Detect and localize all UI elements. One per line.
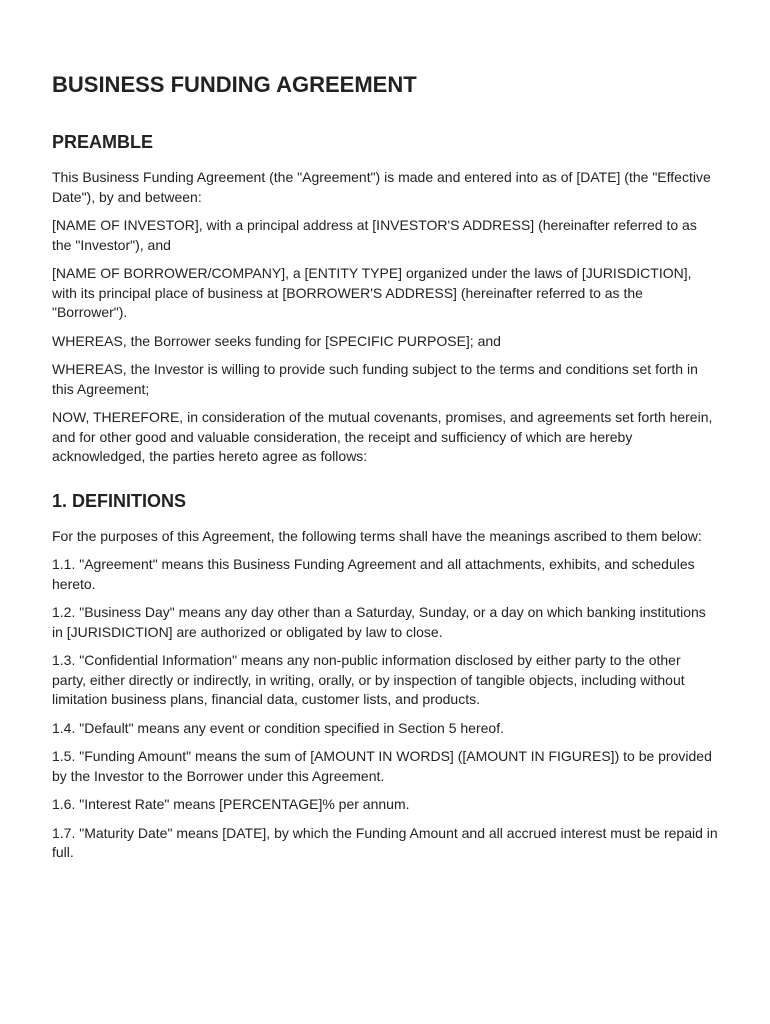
definitions-intro: For the purposes of this Agreement, the following terms shall have the meanings ascribed to them below: [52, 527, 702, 544]
definitions-section [52, 489, 718, 863]
definition-agreement: 1.1. "Agreement" means this Business Funding Agreement and all attachments, exhibits, and schedules hereto. [52, 556, 695, 592]
preamble-paragraph-whereas-borrower: WHEREAS, the Borrower seeks funding for [SPECIFIC PURPOSE]; and [52, 332, 501, 349]
preamble-paragraph-borrower: [NAME OF BORROWER/COMPANY], a [ENTITY TYPE] organized under the laws of [JURISDICTION], with its principal place of business at [BORROWER'S ADDRESS] (hereinafter referred to as the "Borrower"). [52, 265, 692, 320]
definition-maturity-date: 1.7. "Maturity Date" means [DATE], by which the Funding Amount and all accrued interest must be repaid in full. [52, 824, 718, 860]
definitions-heading: 1. DEFINITIONS [52, 490, 187, 511]
preamble-paragraph-whereas-investor: WHEREAS, the Investor is willing to provide such funding subject to the terms and conditions set forth in this Agreement; [52, 361, 698, 397]
definition-funding-amount: 1.5. "Funding Amount" means the sum of [AMOUNT IN WORDS] ([AMOUNT IN FIGURES]) to be provided by the Investor to the Borrower under this Agreement. [52, 748, 712, 784]
definition-confidential-information: 1.3. "Confidential Information" means any non-public information disclosed by either party to the other party, either directly or indirectly, in writing, orally, or by inspection of tangible objects, including without limitation business plans, financial data, customer lists, and products. [52, 652, 685, 707]
preamble-section [52, 130, 718, 467]
preamble-heading: PREAMBLE [52, 132, 154, 152]
preamble-paragraph-investor: [NAME OF INVESTOR], with a principal address at [INVESTOR'S ADDRESS] (hereinafter referred to as the "Investor"), and [52, 217, 697, 253]
definition-interest-rate: 1.6. "Interest Rate" means [PERCENTAGE]% per annum. [52, 796, 410, 812]
document-title: BUSINESS FUNDING AGREEMENT [52, 72, 417, 97]
preamble-paragraph-intro: This Business Funding Agreement (the "Agreement") is made and entered into as of [DATE] (the "Effective Date"), by and between: [52, 169, 711, 205]
definition-business-day: 1.2. "Business Day" means any day other than a Saturday, Sunday, or a day on which banking institutions in [JURISDICTION] are authorized or obligated by law to close. [52, 604, 706, 640]
preamble-paragraph-now-therefore: NOW, THEREFORE, in consideration of the mutual covenants, promises, and agreements set forth herein, and for other good and valuable consideration, the receipt and sufficiency of which are hereby acknowledged, the parties hereto agree as follows: [52, 409, 713, 464]
definition-default: 1.4. "Default" means any event or condition specified in Section 5 hereof. [52, 719, 504, 736]
